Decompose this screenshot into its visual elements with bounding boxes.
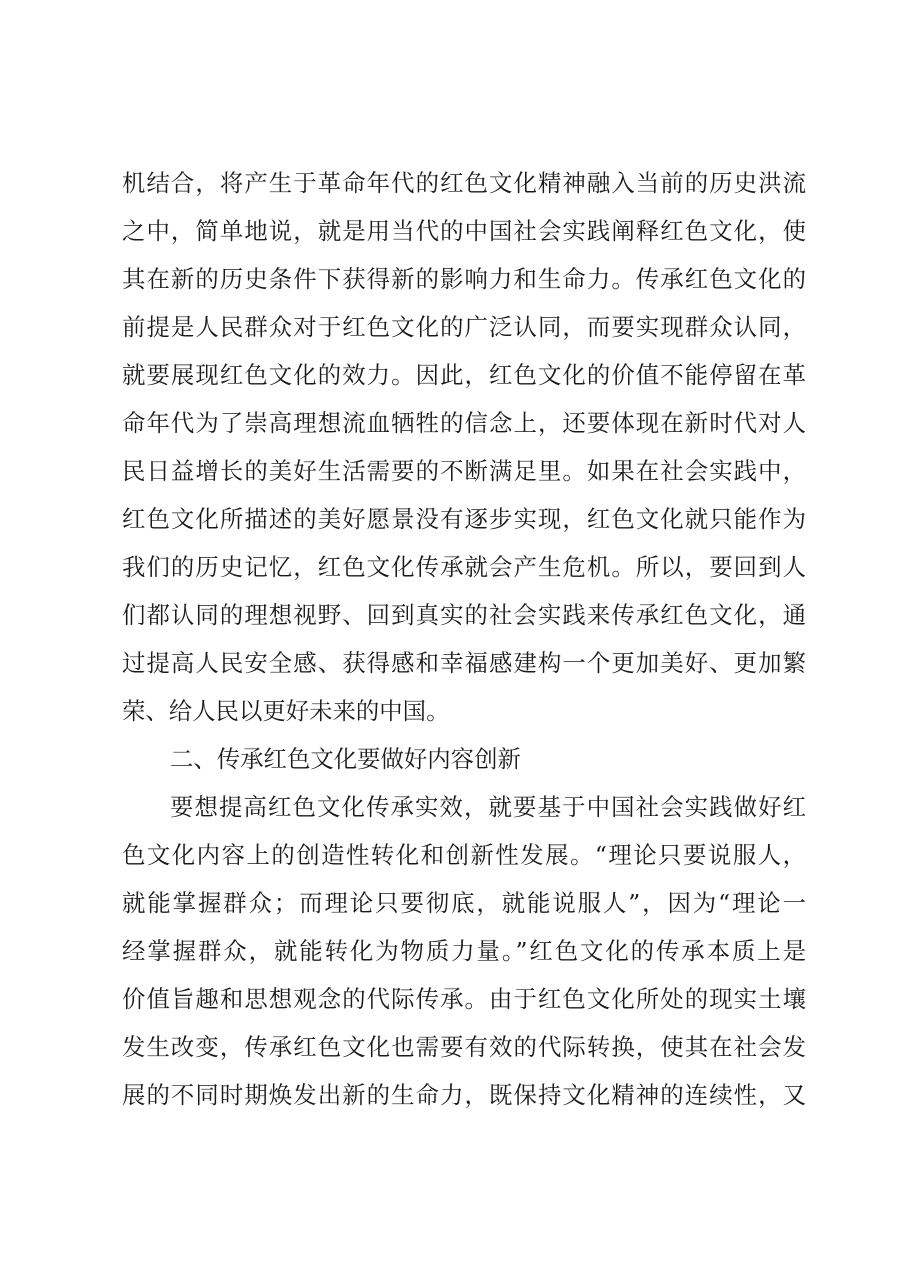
body-text-line: 要想提高红色文化传承实效，就要基于中国社会实践做好红 (170, 793, 806, 821)
body-text-line: 其在新的历史条件下获得新的影响力和生命力。传承红色文化的 (122, 265, 806, 293)
section-heading: 二、传承红色文化要做好内容创新 (170, 745, 521, 773)
body-text-line: 展的不同时期焕发出新的生命力，既保持文化精神的连续性，又 (122, 1081, 806, 1109)
body-text-line: 色文化内容上的创造性转化和创新性发展。“理论只要说服人， (122, 841, 806, 869)
body-text-line: 红色文化所描述的美好愿景没有逐步实现，红色文化就只能作为 (122, 505, 806, 533)
body-text-line: 命年代为了崇高理想流血牺牲的信念上，还要体现在新时代对人 (122, 409, 806, 437)
body-text-line: 我们的历史记忆，红色文化传承就会产生危机。所以，要回到人 (122, 553, 806, 581)
body-text-line: 们都认同的理想视野、回到真实的社会实践来传承红色文化，通 (122, 601, 806, 629)
body-text-line: 就要展现红色文化的效力。因此，红色文化的价值不能停留在革 (122, 361, 806, 389)
body-text-line: 前提是人民群众对于红色文化的广泛认同，而要实现群众认同， (122, 313, 806, 341)
body-text-line: 过提高人民安全感、获得感和幸福感建构一个更加美好、更加繁 (122, 649, 806, 677)
body-text-line: 民日益增长的美好生活需要的不断满足里。如果在社会实践中， (122, 457, 806, 485)
body-text-line: 之中，简单地说，就是用当代的中国社会实践阐释红色文化，使 (122, 217, 806, 245)
body-text-line: 荣、给人民以更好未来的中国。 (122, 697, 450, 725)
body-text-line: 价值旨趣和思想观念的代际传承。由于红色文化所处的现实土壤 (122, 985, 806, 1013)
body-text-line: 就能掌握群众；而理论只要彻底，就能说服人”，因为“理论一 (122, 889, 806, 917)
body-text-line: 机结合，将产生于革命年代的红色文化精神融入当前的历史洪流 (122, 169, 806, 197)
body-text-line: 发生改变，传承红色文化也需要有效的代际转换，使其在社会发 (122, 1033, 806, 1061)
body-text-line: 经掌握群众，就能转化为物质力量。”红色文化的传承本质上是 (122, 937, 806, 965)
